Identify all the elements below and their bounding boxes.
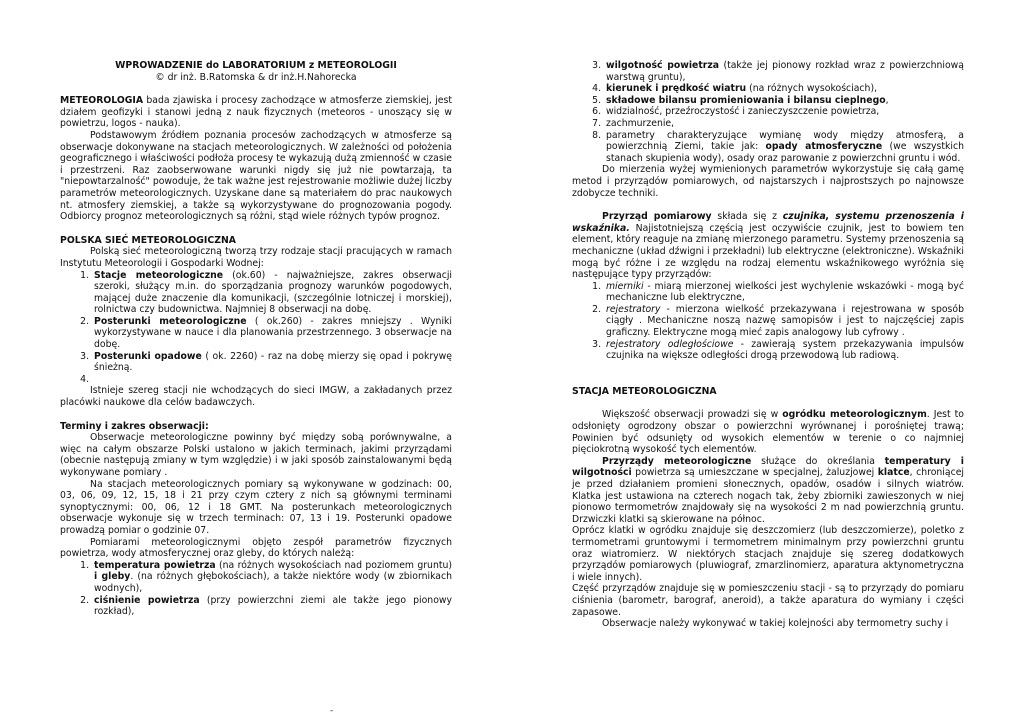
instrument-types-list xyxy=(572,281,964,362)
param-text: , xyxy=(885,94,889,106)
station-type-name: Stacje meteorologiczne xyxy=(94,269,224,281)
left-column xyxy=(60,60,452,618)
param-text: zachmurzenie, xyxy=(606,117,675,129)
param-name: i gleby xyxy=(94,571,131,583)
parameters-list xyxy=(60,560,452,618)
param-text: (na różnych wysokościach nad poziomem gruntu) xyxy=(215,559,453,571)
station-type-text: ( ok. 2260) - raz na dobę mierzy się opad i pokrywę śnieżną. xyxy=(94,350,452,374)
terms-paragraph-2: Na stacjach meteorologicznych pomiary są wykonywane w godzinach: 00, 03, 06, 09, 12, 15, 18 i 21 przy czym cztery z nich są głównymi terminami synoptycznymi: 00, 06, 12 i 18 GMT. Na posterunkach meteorologicznych obserwacje wykonuje się w trzech terminach: 07, 13 i 19. Posterunki opadowe prowadzą pomiar o godzinie 07. xyxy=(60,478,452,536)
list-item xyxy=(604,118,964,130)
list-item xyxy=(604,60,964,83)
instrument-type-text: - miarą mierzonej wielkości jest wychylenie wskazówki - mogą być mechaniczne lub elektryczne, xyxy=(606,280,964,304)
param-text: . (na różnych głębokościach), a także niektóre wody (w zbiornikach wodnych), xyxy=(94,571,452,594)
terms-paragraph-1: Obserwacje meteorologiczne powinny być między sobą porównywalne, a więc na całym obszarze Polski ustalono w jakich terminach, jakimi przyrządami (obecnie następują zmiany w tym względzie) i w jaki sposób zainstalowanymi będą wykonywane pomiary . xyxy=(60,432,452,478)
instrument-parts: czujnika, systemu przenoszenia i wskaźnika. xyxy=(572,211,964,234)
station-text: Większość obserwacji prowadzi się w xyxy=(602,409,783,421)
document-title: WPROWADZENIE do LABORATORIUM z METEOROLOGII xyxy=(115,60,397,71)
instrument-type-text: - mierzona wielkość przekazywana i rejestrowana w sposób ciągły . Mechaniczne noszą nazwę samopisów i jest to najczęściej zapis graficzny. Elektryczne mogą mieć zapis analogowy lub cyfrowy . xyxy=(606,303,964,339)
terms-heading: Terminy i zakres obserwacji: xyxy=(60,420,209,432)
station-term: Przyrządy meteorologiczne xyxy=(602,455,752,467)
list-item xyxy=(604,281,964,304)
intro-text: bada zjawiska i procesy zachodzące w atmosferze ziemskiej, jest działem geofizyki i stanowi jedną z nauk fizycznych (meteoros - unoszący się w powietrzu, logos - nauka). xyxy=(60,95,452,130)
instrument-type-name: rejestratory odległościowe xyxy=(606,338,734,350)
intro-paragraph xyxy=(60,95,452,130)
network-outro: Istnieje szereg stacji nie wchodzących do sieci IMGW, a zakładanych przez placówki naukowe dla celów badawczych. xyxy=(60,385,452,409)
right-column xyxy=(572,60,964,630)
list-item xyxy=(92,270,452,316)
param-name: ciśnienie powietrza xyxy=(94,594,200,606)
station-type-name: Posterunki opadowe xyxy=(94,350,202,362)
station-type-name: Posterunki meteorologiczne xyxy=(94,315,247,327)
param-name: wilgotność powietrza xyxy=(606,60,720,71)
list-item xyxy=(92,316,452,351)
list-item xyxy=(92,560,452,595)
param-text: (przy powierzchni ziemi ale także jego pionowy rozkład), xyxy=(94,594,452,618)
instrument-type-text: - zawierają system przekazywania impulsów czujnika na większe odległości drogą przewodową lub radiową. xyxy=(606,338,964,362)
station-paragraph-1 xyxy=(572,409,964,455)
list-item xyxy=(604,106,964,118)
param-text: (także jej pionowy rozkład wraz z powierzchniową warstwą gruntu), xyxy=(606,60,964,83)
instrument-type-name: rejestratory xyxy=(606,303,661,315)
list-item xyxy=(604,95,964,107)
list-item xyxy=(604,130,964,165)
network-intro: Polską sieć meteorologiczną tworzą trzy rodzaje stacji pracujących w ramach Instytutu Meteorologii i Gospodarki Wodnej: xyxy=(60,246,452,269)
network-heading: POLSKA SIEĆ METEOROLOGICZNA xyxy=(60,234,236,246)
parameters-list-continued xyxy=(572,60,964,164)
station-paragraph-2 xyxy=(572,456,964,526)
authors-line: © dr inż. B.Ratomska & dr inż.H.Nahorecka xyxy=(155,71,357,83)
list-item xyxy=(604,304,964,339)
instrument-term: Przyrząd pomiarowy xyxy=(602,211,712,223)
station-paragraph-3: Oprócz klatki w ogródku znajduje się deszczomierz (lub deszczomierze), poletko z termometrami gruntowymi i termometrem minimalnym przy powierzchni gruntu oraz wiatromierz. W niektórych stacjach znajduje się szereg dodatkowych przyrządów pomiarowych (pluwiograf, zmarzlinomierz, aparatura aktynometryczna i wiele innych). xyxy=(572,525,964,583)
terms-paragraph-3: Pomiarami meteorologicznymi objęto zespół parametrów fizycznych powietrza, wody atmosferycznej oraz gleby, do których należą: xyxy=(60,536,452,560)
list-item xyxy=(92,351,452,374)
instrument-text: składa się z xyxy=(711,211,783,223)
param-name: składowe bilansu promieniowania i bilansu cieplnego xyxy=(606,94,886,106)
station-heading: STACJA METEOROLOGICZNA xyxy=(572,385,717,397)
param-name: opady atmosferyczne xyxy=(765,141,883,153)
instrument-text: Najistotniejszą częścią jest oczywiście czujnik, jest to bowiem ten element, który reaguje na zmianę mierzonego parametru. Systemy przenoszenia są mechaniczne (układ dźwigni i przekładni) lub elektryczne (elektroniczne). Wskaźniki mogą być różne i ze względu na rodzaj elementu wskaźnikowego wyróżnia się następujące typy przyrządów: xyxy=(572,222,964,281)
station-text: . Jest to odsłonięty ogrodzony obszar o powierzchni wyrównanej i porośniętej trawą; Powinien być odsunięty od wysokich elementów w terenie o co najmniej pięciokrotną wysokość tych elementów. xyxy=(572,409,964,456)
station-term: temperatury i wilgotności xyxy=(572,455,964,479)
station-term: klatce xyxy=(877,467,910,479)
station-text: służące do określania xyxy=(751,455,885,467)
sources-paragraph: Podstawowym źródłem poznania procesów zachodzących w atmosferze są obserwacje dokonywane na stacjach meteorologicznych. W zależności od położenia geograficznego i właściwości podłoża procesy te wykazują dużą zmienność w czasie i przestrzeni. Raz zaobserwowane warunki nigdy się już nie powtarzają, ta "niepowtarzalność" powoduje, że tak ważne jest rejestrowanie możliwie dużej liczby parametrów meteorologicznych. Uzyskane dane są materiałem do prac naukowych nt. atmosfery ziemskiej, a także są wykorzystywane do prognozowania pogody. Odbiorcy prognoz meteorologicznych są różni, stąd wiele różnych typów prognoz. xyxy=(60,129,452,223)
list-item xyxy=(92,595,452,618)
station-types-list xyxy=(60,270,452,386)
station-text: , chroniącej je przed działaniem promieni słonecznych, opadów, osadów i silnych wiatrów. Klatka jest ustawiona na czterech nogach tak, żeby zbiorniki zawieszonych w niej pionowo termometrów znajdowały się na wysokości 2 m nad powierzchnią gruntu. Drzwiczki klatki są skierowane na północ. xyxy=(572,467,964,525)
params-outro: Do mierzenia wyżej wymienionych parametrów wykorzystuje się całą gamę metod i przyrządów pomiarowych, od najstarszych i najprostszych po najnowsze zdobycze techniki. xyxy=(572,164,964,199)
station-type-text: (ok.60) - najważniejsze, zakres obserwacji szeroki, służący m.in. do sporządzania prognozy warunków pogodowych, mającej duże znaczenie dla komunikacji, (szczególnie lotniczej i morskiej), rolnictwa czy budownictwa. Najmniej 8 obserwacji na dobę. xyxy=(94,269,452,316)
page-number: - xyxy=(330,706,334,716)
list-item-empty xyxy=(92,374,452,386)
intro-term: METEOROLOGIA xyxy=(60,95,144,107)
param-text: (na różnych wysokościach), xyxy=(746,83,878,95)
station-text: powietrza są umieszczane w specjalnej, żaluzjowej xyxy=(631,467,878,479)
station-type-text: ( ok.260) - zakres mniejszy . Wyniki wykorzystywane w nauce i dla planowania przestrzennego. 3 obserwacje na dobę. xyxy=(94,315,452,351)
list-item xyxy=(604,339,964,362)
station-paragraph-4: Część przyrządów znajduje się w pomieszczeniu stacji - są to przyrządy do pomiaru ciśnienia (barometr, barograf, aneroid), a także aparatura do wymiany i części zapasowe. xyxy=(572,583,964,618)
list-item xyxy=(604,83,964,95)
param-text: widzialność, przeźroczystość i zanieczyszczenie powietrza, xyxy=(606,106,880,118)
param-name: kierunek i prędkość wiatru xyxy=(606,83,747,95)
station-paragraph-5: Obserwacje należy wykonywać w takiej kolejności aby termometry suchy i xyxy=(602,618,949,630)
instrument-type-name: mierniki xyxy=(606,280,644,292)
param-text: parametry charakteryzujące wymianę wody między atmosferą, a powierzchnią Ziemi, takie jak: xyxy=(606,129,964,153)
param-name: temperatura powietrza xyxy=(94,559,216,571)
param-text: (we wszystkich stanach skupienia wody), osady oraz parowanie z powierzchni gruntu i wód. xyxy=(606,141,965,164)
instrument-paragraph xyxy=(572,211,964,281)
station-term: ogródku meteorologicznym xyxy=(782,409,927,421)
